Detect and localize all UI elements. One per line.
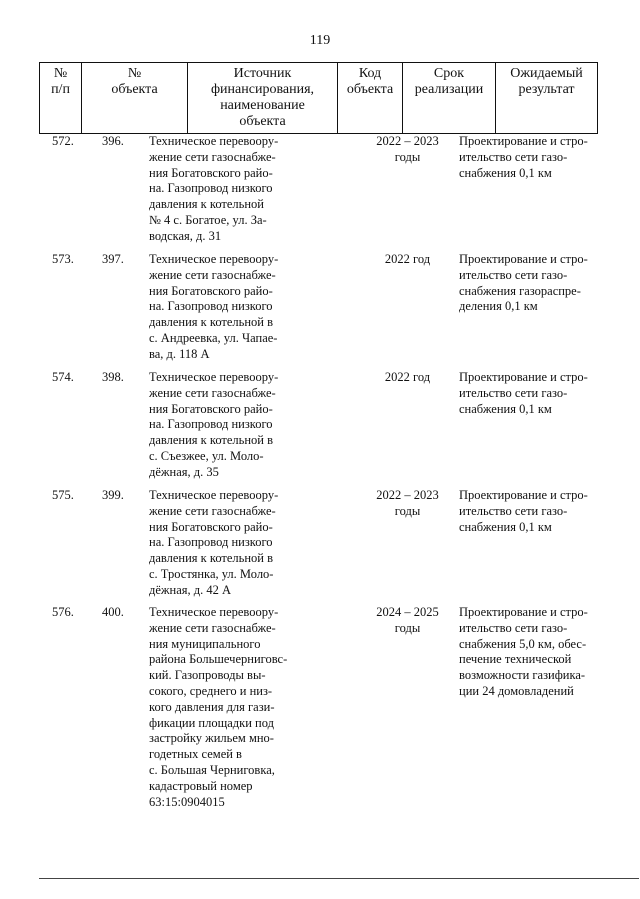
table-row — [39, 134, 598, 252]
header-funding-source: Источник финансирования, наименование объекта — [187, 63, 337, 133]
term: 2022 – 2023 годы — [376, 134, 439, 164]
term: 2022 – 2023 годы — [376, 488, 439, 518]
object-number: 396. — [102, 134, 124, 148]
table-row — [39, 488, 598, 605]
funding-source: Техническое перевоору- жение сети газоснабже- ния муниципального района Большечерниговс- кий. Газопроводы вы- сокого, среднего и низ- кого давления для гази- фикации площадки под застройку жильем мно- годетных семей в с. Большая Черниговка, кадастровый номер 63:15:0904015 — [149, 605, 288, 809]
header-object-code: Код объекта — [337, 63, 402, 133]
object-number: 399. — [102, 488, 124, 502]
header-object-number: № объекта — [81, 63, 187, 133]
row-number: 575. — [52, 488, 74, 502]
term: 2024 – 2025 годы — [376, 605, 439, 635]
table-row — [39, 370, 598, 488]
row-number: 573. — [52, 252, 74, 266]
object-number: 397. — [102, 252, 124, 266]
funding-source: Техническое перевоору- жение сети газоснабже- ния Богатовского райо- на. Газопровод низкого давления к котельной в с. Съезжее, ул. Моло- дёжная, д. 35 — [149, 370, 279, 479]
table-row — [39, 605, 598, 815]
expected-result: Проектирование и стро- ительство сети газо- снабжения 0,1 км — [459, 134, 588, 180]
term: 2022 год — [384, 252, 431, 266]
row-number: 576. — [52, 605, 74, 619]
table-header — [39, 62, 598, 134]
object-number: 400. — [102, 605, 124, 619]
page-number: 119 — [309, 33, 331, 48]
expected-result: Проектирование и стро- ительство сети газо- снабжения 0,1 км — [459, 488, 588, 534]
row-number: 572. — [52, 134, 74, 148]
bottom-divider — [39, 878, 639, 879]
table-row — [39, 252, 598, 370]
funding-source: Техническое перевоору- жение сети газоснабже- ния Богатовского райо- на. Газопровод низкого давления к котельной в с. Андреевка, ул. Чапае- ва, д. 118 А — [149, 252, 279, 361]
funding-source: Техническое перевоору- жение сети газоснабже- ния Богатовского райо- на. Газопровод низкого давления к котельной № 4 с. Богатое, ул. За- водская, д. 31 — [149, 134, 279, 243]
header-expected-result: Ожидаемый результат — [495, 63, 598, 133]
row-number: 574. — [52, 370, 74, 384]
objects-table — [39, 62, 598, 815]
funding-source: Техническое перевоору- жение сети газоснабже- ния Богатовского райо- на. Газопровод низкого давления к котельной в с. Тростянка, ул. Моло- дёжная, д. 42 А — [149, 488, 279, 597]
header-row-number: № п/п — [39, 63, 81, 133]
expected-result: Проектирование и стро- ительство сети газо- снабжения 5,0 км, обес- печение технической возможности газифика- ции 24 домовладений — [459, 605, 588, 698]
table-body — [39, 134, 598, 815]
object-number: 398. — [102, 370, 124, 384]
expected-result: Проектирование и стро- ительство сети газо- снабжения 0,1 км — [459, 370, 588, 416]
header-term: Срок реализации — [402, 63, 495, 133]
term: 2022 год — [384, 370, 431, 384]
expected-result: Проектирование и стро- ительство сети газо- снабжения газораспре- деления 0,1 км — [459, 252, 588, 314]
